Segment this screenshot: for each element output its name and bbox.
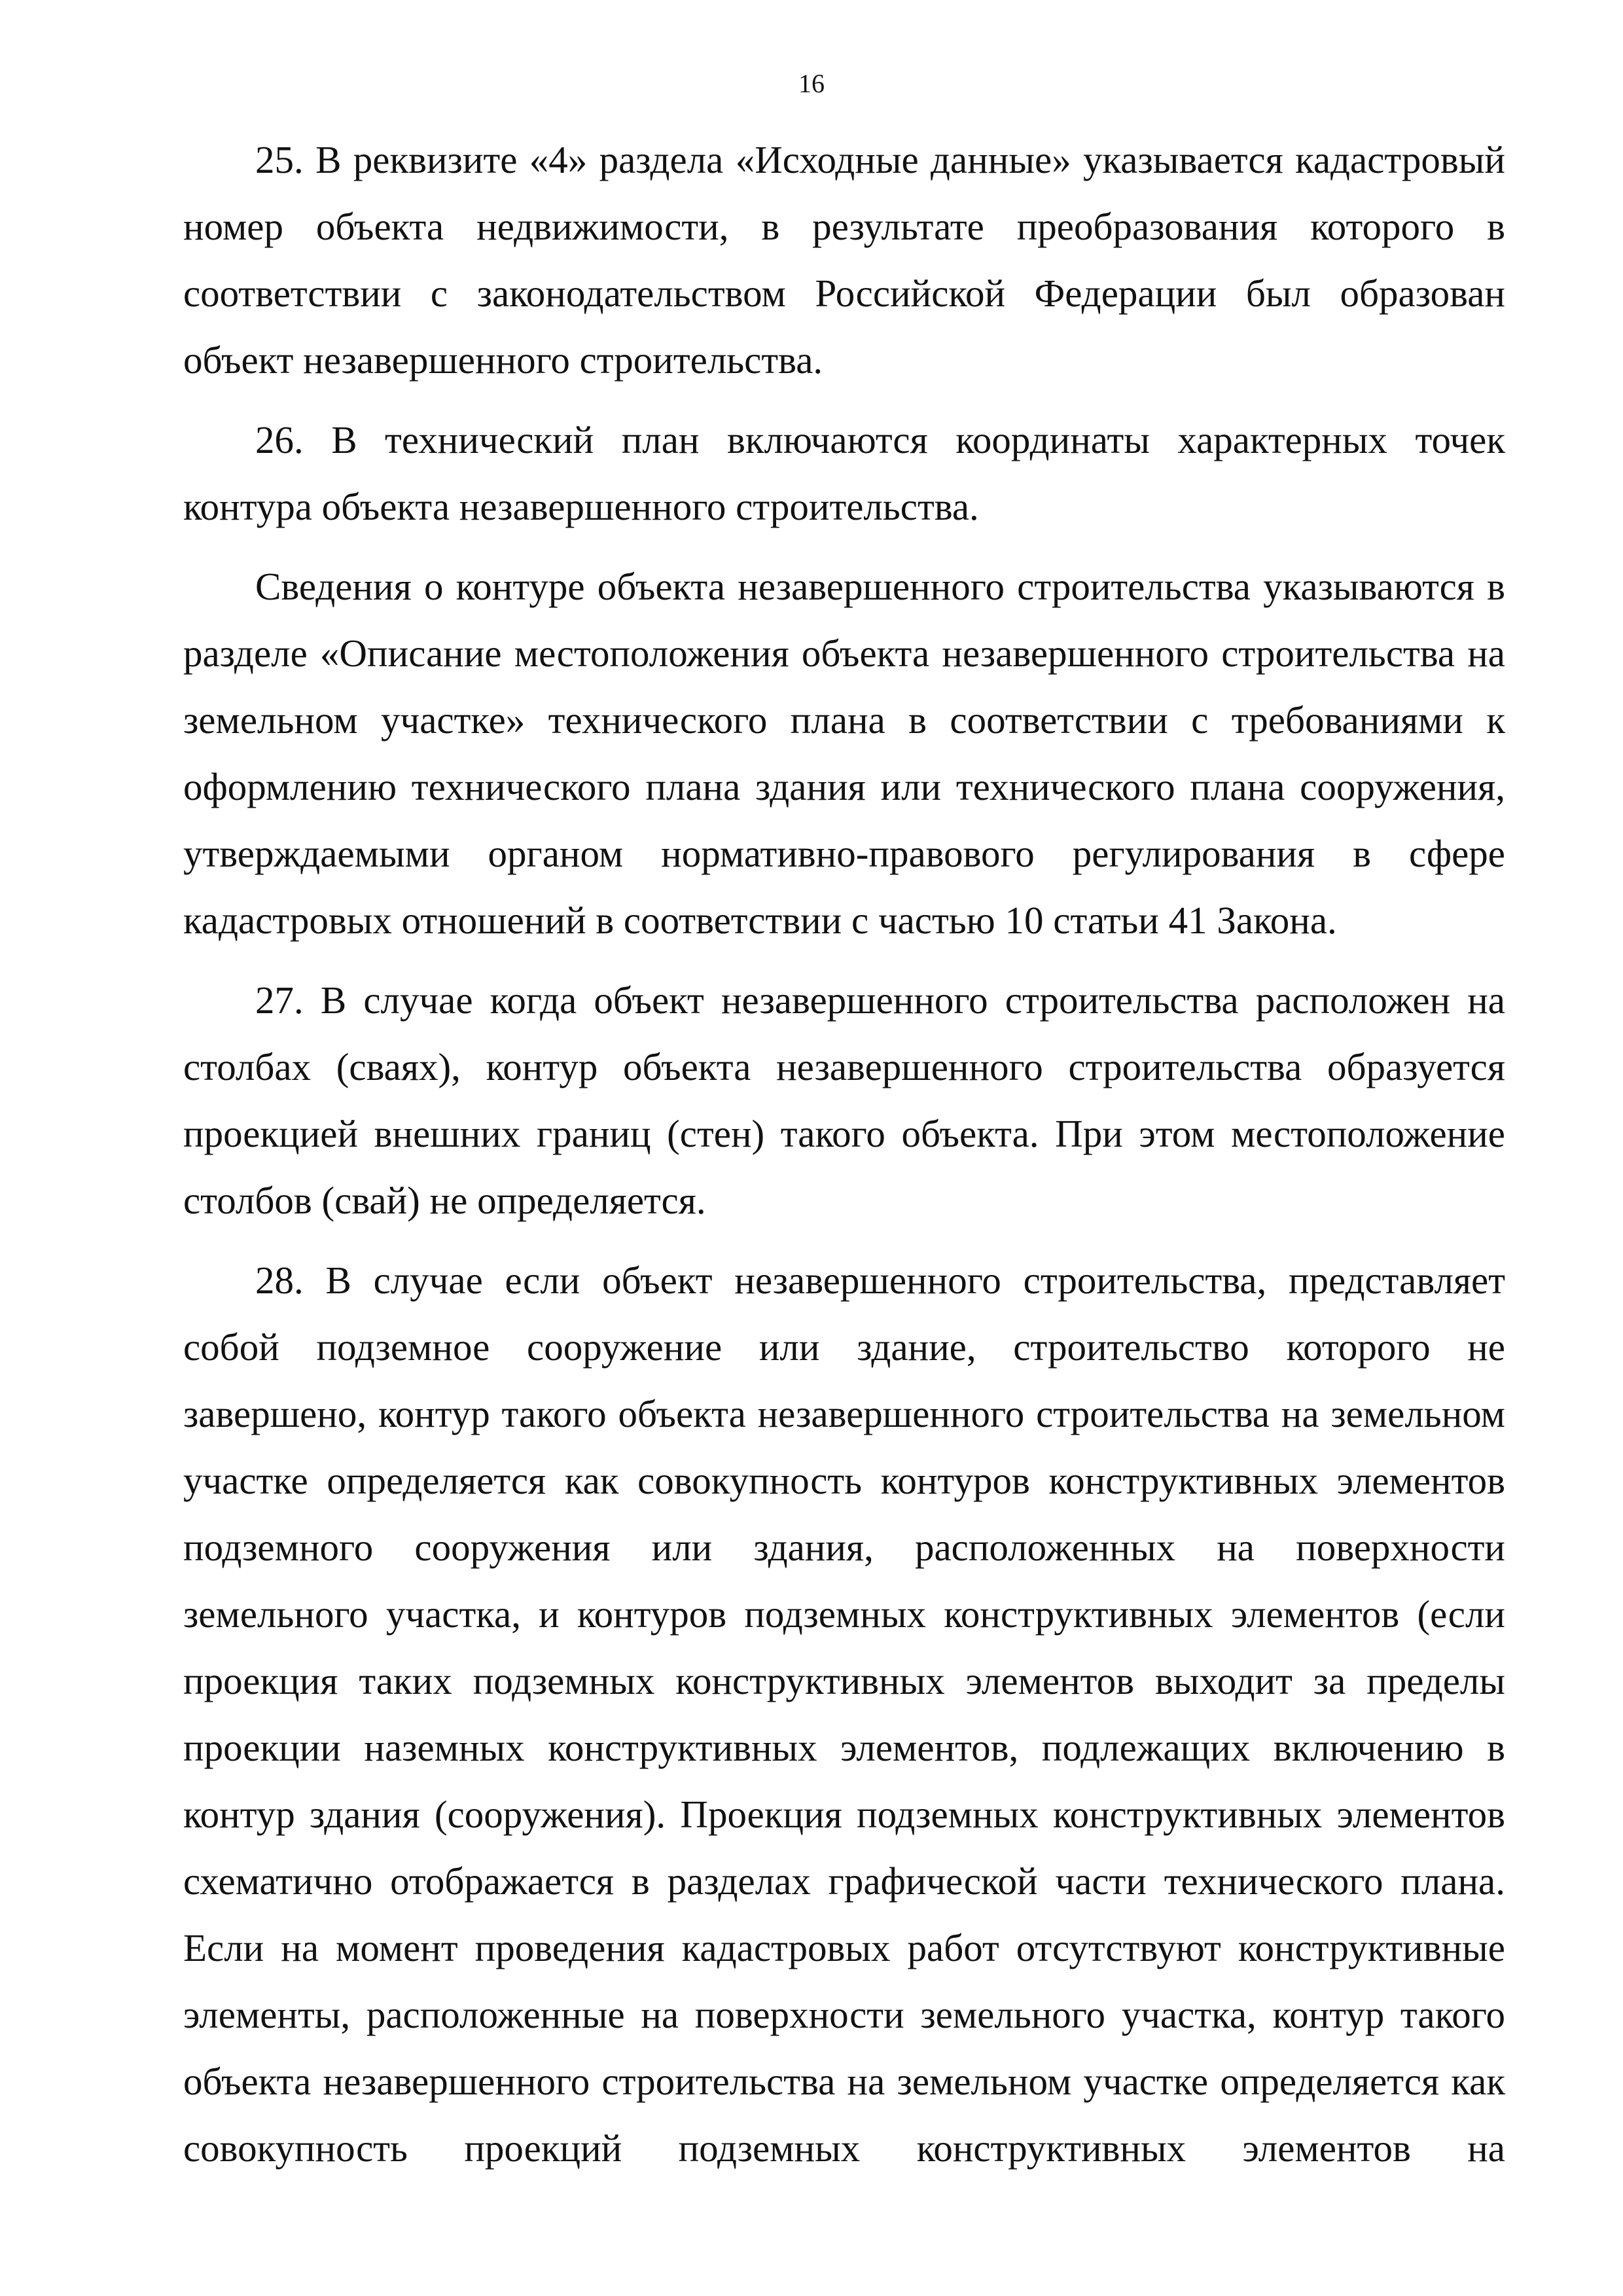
paragraph-25: 25. В реквизите «4» раздела «Исходные данные» указывается кадастровый номер объекта недвижимости, в результате преобразования которого в соответствии с законодательством Российской Федерации был образован объект незавершенного строительства. (183, 138, 1505, 382)
document-body (183, 126, 1505, 2181)
paragraph-28: 28. В случае если объект незавершенного строительства, представляет собой подземное сооружение или здание, строительство которого не завершено, контур такого объекта незавершенного строительства на земельном участке определяется как совокупность контуров конструктивных элементов подземного сооружения или здания, расположенных на поверхности земельного участка, и контуров подземных конструктивных элементов (если проекция таких подземных конструктивных элементов выходит за пределы проекции наземных конструктивных элементов, подлежащих включению в контур здания (сооружения). Проекция подземных конструктивных элементов схематично отображается в разделах графической части технического плана. Если на момент проведения кадастровых работ отсутствуют конструктивные элементы, расположенные на поверхности земельного участка, контур такого объекта незавершенного строительства на земельном участке определяется как совокупность проекций подземных конструктивных элементов на (183, 1259, 1505, 2170)
paragraph-27: 27. В случае когда объект незавершенного строительства расположен на столбах (сваях), контур объекта незавершенного строительства образуется проекцией внешних границ (стен) такого объекта. При этом местоположение столбов (свай) не определяется. (183, 978, 1505, 1222)
paragraph-26: 26. В технический план включаются координаты характерных точек контура объекта незавершенного строительства. (183, 418, 1505, 528)
paragraph-26-contour-info: Сведения о контуре объекта незавершенного строительства указываются в разделе «Описание местоположения объекта незавершенного строительства на земельном участке» технического плана в соответствии с требованиями к оформлению технического плана здания или технического плана сооружения, утверждаемыми органом нормативно-правового регулирования в сфере кадастровых отношений в соответствии с частью 10 статьи 41 Закона. (183, 565, 1505, 942)
page-number: 16 (798, 69, 825, 98)
